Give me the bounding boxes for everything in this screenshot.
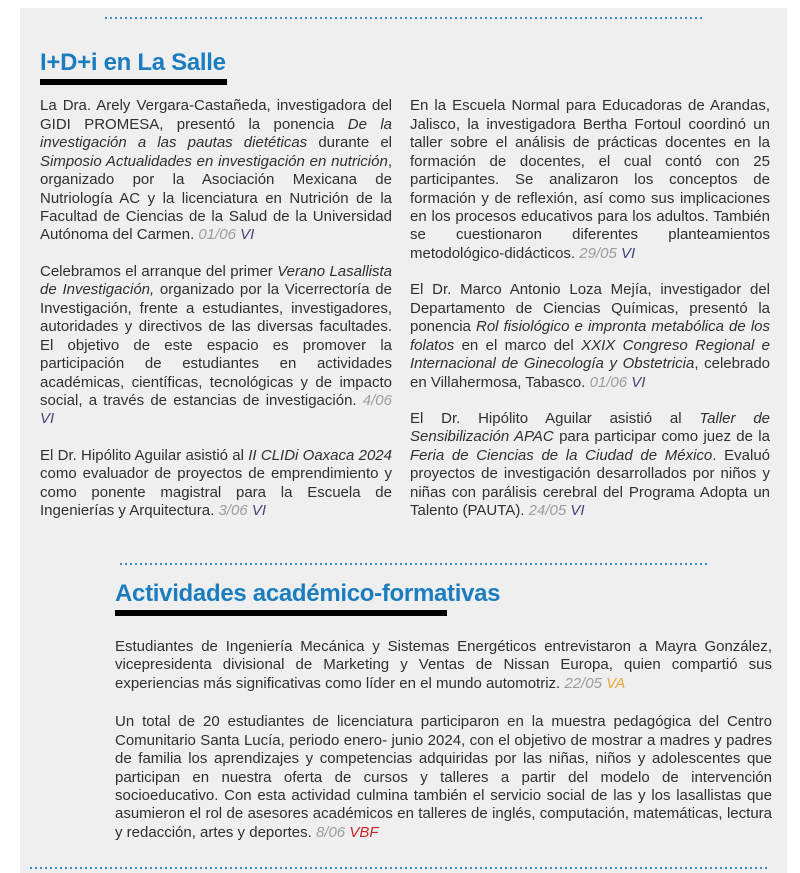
body-text: Un total de 20 estudiantes de licenciatura participaron en la muestra pedagógica del Centro Comunitario Santa Lucía, periodo enero- junio 2024, con el objetivo de mostrar a madres y padres de familia los aprendizajes y competencias adquiridas por las niñas, niños y adolescentes que participan en nuestra oferta de cursos y talleres a partir del modelo de intervención socioeducativo. Con esta actividad culmina también el servicio social de las y los lasallistas que asumieron el rol de asesores académicos en talleres de inglés, computación, matemáticas, lectura y redacción, artes y deportes. (115, 713, 772, 841)
dashed-divider-middle (120, 563, 710, 565)
body-text: como evaluador de proyectos de emprendimiento y como ponente magistral para la Escuela de Ingenierías y Arquitectura. (40, 465, 392, 520)
date-label: 3/06 (218, 502, 252, 520)
italic-title-text: II CLIDi Oaxaca 2024 (248, 446, 392, 464)
body-text: , organizado por la Asociación Mexicana de Nutriología AC y la licenciatura en Nutrición de la Facultad de Ciencias de la Salud de la Universidad Autónoma del Carmen. (40, 152, 392, 244)
actividades-column (115, 638, 772, 842)
date-label: 22/05 (564, 674, 607, 692)
italic-title-text: Feria de Ciencias de la Ciudad de México (410, 446, 713, 464)
source-tag: VBF (349, 823, 379, 841)
body-text: El Dr. Hipólito Aguilar asistió al (40, 446, 249, 464)
body-text: Estudiantes de Ingeniería Mecánica y Sistemas Energéticos entrevistaron a Mayra González, vicepresidenta divisional de Marketing y Ventas de Nissan Europa, quien compartió sus experiencias más significativas como líder en el mundo automotriz. (115, 637, 772, 692)
italic-title-text: Rol fisiológico e impronta metabólica de los folatos (410, 318, 770, 354)
date-label: 4/06 (362, 391, 392, 409)
body-text: organizado por la Vicerrectoría de Investigación, frente a estudiantes, investigadores, autoridades y directivos de las diversas facultades. El objetivo de este espacio es promover la participación de estudiantes en actividades académicas, científicas, tecnológicas y de impacto social, a través de estancias de investigación. (40, 281, 392, 409)
news-paragraph (115, 638, 772, 693)
date-label: 29/05 (579, 244, 621, 262)
italic-title-text: De la investigación a las pautas dietéticas (40, 115, 392, 152)
source-tag: VI (620, 244, 636, 262)
italic-title-text: Simposio Actualidades en investigación en nutrición (40, 152, 388, 170)
source-tag: VA (606, 674, 626, 692)
italic-title-text: XXIX Congreso Regional e Internacional de Ginecología y Obstetricia (410, 336, 770, 373)
idi-column-left (40, 97, 392, 538)
section-actividades-academico-formativas (20, 581, 787, 843)
date-label: 8/06 (315, 823, 350, 841)
italic-title-text: Taller de Sensibilización APAC (410, 409, 771, 446)
dashed-divider-top (105, 17, 705, 19)
body-text: El Dr. Marco Antonio Loza Mejía, investigador del Departamento de Ciencias Químicas, presentó la ponencia (410, 281, 770, 336)
source-tag: VI (240, 226, 255, 244)
body-text: en el marco del (454, 336, 582, 354)
date-label: 01/06 (198, 226, 241, 244)
news-paragraph (40, 263, 392, 429)
source-tag: VI (40, 410, 55, 428)
body-text: , celebrado en Villahermosa, Tabasco. (410, 355, 771, 391)
idi-column-right (410, 97, 770, 538)
source-tag: VI (631, 373, 646, 391)
italic-title-text: Verano Lasallista de Investigación, (40, 262, 392, 299)
dashed-divider-bottom (30, 867, 770, 869)
date-label: 01/06 (589, 373, 632, 391)
section-idi-en-la-salle (20, 50, 787, 539)
news-paragraph (410, 281, 770, 392)
content-card (20, 8, 787, 873)
date-label: 24/05 (528, 502, 571, 520)
body-text: . Evaluó proyectos de investigación desarrollados por niños y niñas con parálisis cerebral del Programa Adopta un Talento (PAUTA). (410, 446, 770, 520)
section-title-actividades: Actividades académico-formativas (115, 579, 501, 607)
body-text: El Dr. Hipólito Aguilar asistió al (410, 409, 700, 427)
title-underline-bar-idi (40, 79, 227, 85)
two-column-layout (40, 97, 770, 538)
title-underline-bar-actividades (115, 610, 447, 616)
section-title-idi: I+D+i en La Salle (40, 49, 226, 76)
source-tag: VI (251, 502, 266, 520)
news-paragraph (410, 410, 770, 521)
body-text: durante el (307, 134, 393, 152)
body-text: Celebramos el arranque del primer (40, 262, 278, 280)
news-paragraph (410, 97, 770, 263)
news-paragraph (40, 97, 392, 245)
news-paragraph (40, 447, 392, 521)
body-text: para participar como juez de la (553, 428, 770, 446)
body-text: La Dra. Arely Vergara-Castañeda, investigadora del GIDI PROMESA, presentó la ponencia (40, 97, 392, 133)
source-tag: VI (570, 502, 585, 520)
news-paragraph (115, 713, 772, 842)
body-text: En la Escuela Normal para Educadoras de Arandas, Jalisco, la investigadora Bertha Fortoul coordinó un taller sobre el análisis de prácticas docentes en la formación de docentes, el cual contó con 25 participantes. Se analizaron los conceptos de formación y de reflexión, así como sus implicaciones en los procesos educativos para los adultos. También se cuestionaron diferentes planteamientos metodológico-didácticos. (410, 97, 770, 262)
